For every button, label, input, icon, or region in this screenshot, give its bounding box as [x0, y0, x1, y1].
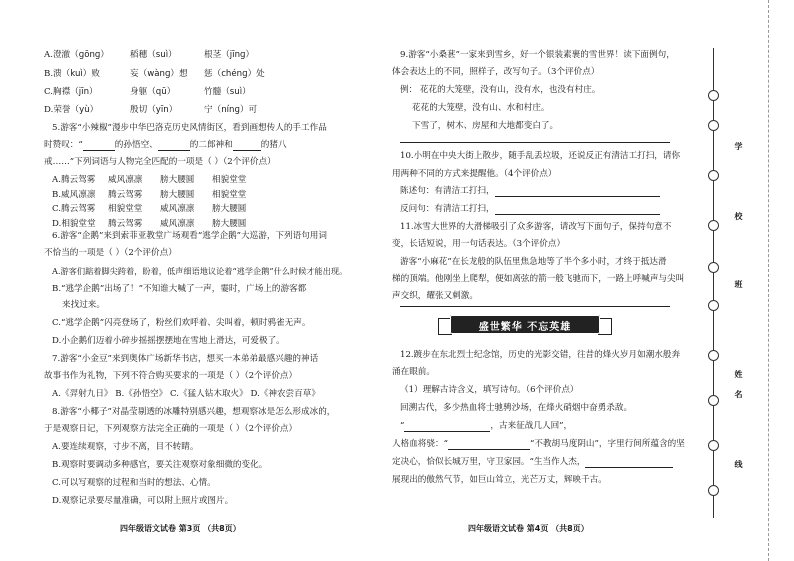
q5-option-cell: 相貌堂堂 [108, 204, 143, 214]
q5-option-cell: 膀大腰圆 [160, 175, 195, 185]
q11-line-1: 11.冰雪大世界的大滑梯吸引了众多游客，请改写下面句子，保持句意不 [400, 222, 672, 232]
section-banner [436, 313, 614, 338]
q8-line-1: 8.游客“小椰子”对晶莹剔透的冰雕特别感兴趣，想观察冰是怎么形成冰的， [52, 407, 336, 417]
binding-label-surname: 姓 [734, 370, 743, 378]
q5-option-cell: C.腾云驾雾 [52, 204, 96, 214]
q4-option-a: A.澄澈（ɡōnɡ） 稻穗（suì） 根茎（jīnɡ） [44, 50, 255, 60]
q12-line-1: 12.踱步在东北烈士纪念馆，历史的光影交错，往昔的烽火岁月如潮水般奔 [400, 350, 681, 360]
q12-blank-3[interactable] [585, 458, 673, 468]
q6-option-c: C.“逃学企鹅”闪亮登场了，粉丝们欢呼着、尖叫着，顿时鸦雀无声。 [52, 318, 311, 328]
left-page-footer: 四年级语文试卷 第3页 （共8页） [120, 524, 241, 533]
q4-option-c: C.胸襟（jīn） 身躯（qū） 竹髓（suì） [44, 87, 251, 97]
binding-hole [708, 262, 719, 273]
binding-hole [708, 170, 719, 181]
q6-option-a: A.游客们踮着脚尖跨着，盼着，低声细语地议论着“逃学企鹅”什么时候才能出现。 [52, 266, 348, 276]
q10-line-2: 用两种不同的方式来提醒他。（4个评价点） [392, 169, 557, 179]
binding-label-school: 学 [734, 142, 743, 150]
q5-option-cell: 腾云驾雾 [108, 218, 143, 229]
binding-hole [708, 485, 719, 496]
q11-answer-line[interactable] [400, 306, 670, 307]
q5-option-cell: D.相貌堂堂 [52, 218, 96, 229]
binding-label-line: 线 [734, 460, 743, 468]
q6-option-d: D.小企鹅们迈着小碎步摇摇摆摆地在雪地上滑达，可爱极了。 [52, 336, 285, 346]
q6-line-1: 6.游客“企鹅”来到索菲亚教堂广场观看“逃学企鹅”大巡游，下列语句用词 [52, 231, 327, 241]
binding-hole [708, 220, 719, 231]
q12-fill-line-1: “ ，古来征战几人回”， [400, 421, 573, 431]
q7-line-2: 故事书作为礼物，下列不符合购买要求的一项是（ ）（2个评价点） [44, 371, 298, 381]
q4-option-d: D.荣誉（yù） 殷切（yīn） 宁（nínɡ）可 [44, 105, 258, 115]
q5-option-cell: B.威风凛凛 [52, 189, 96, 200]
q5-blank-2[interactable] [158, 141, 190, 151]
q6-line-2: 不恰当的一项是（ ）（2个评价点） [44, 248, 177, 258]
binding-hole [708, 300, 719, 311]
q5-blank-3[interactable] [233, 141, 261, 151]
q6-option-b-2: 来找过来。 [62, 300, 105, 310]
binding-hole [708, 350, 719, 361]
binding-label-xiao: 校 [734, 212, 743, 220]
q7-options: A.《羿射九日》 B.《孙悟空》 C.《猛人钻木取火》 D.《神农尝百草》 [52, 389, 320, 399]
q5-option-cell: 相貌堂堂 [212, 175, 247, 185]
section-banner-title: 盛世繁华 不忘英雄 [478, 322, 572, 333]
q12-fill-line-2: 人格血将骁：“ “不教胡马度阴山”，字里行间所蕴含的坚 [392, 439, 685, 449]
q5-option-cell: 腾云驾雾 [108, 189, 143, 200]
q5-option-cell: A.腾云驾雾 [52, 175, 96, 185]
q5-line-1: 5.游客“小辣椒”漫步中华巴洛克历史风情街区，看到画想传人的手工作品 [52, 123, 327, 133]
q9-answer-line[interactable] [400, 142, 670, 143]
q12-subquestion-1: （1）理解古诗含义，填写诗句。（6个评价点） [400, 385, 579, 395]
q11-passage-2: 梯的顶端。他刚坐上爬犁，便如离弦的箭一般飞驰而下，一路上呼喊声与尖叫 [392, 274, 685, 284]
q5-option-cell: 膀大腰圆 [212, 218, 247, 229]
q5-line-2: 时赞叹：“ 的孙悟空、 的二郎神和 的猪八 [44, 140, 287, 150]
q12-passage-1: 回溯古代，多少热血将士驰骋沙场，在烽火硝烟中奋勇杀敌。 [400, 403, 633, 413]
right-page-footer: 四年级语文试卷 第4页 （共8页） [468, 524, 589, 533]
q8-option-d: D.观察记录要尽量准确，可以附上照片或图片。 [52, 496, 234, 506]
q9-example-1: 例： 花花的大笼壁，没有山，没有水，也没有村庄。 [400, 85, 601, 95]
q8-option-c: C.可以写观察的过程和当时的想法、心情。 [52, 478, 216, 488]
cut-line [768, 0, 769, 561]
q5-blank-1[interactable] [83, 141, 115, 151]
q9-line-2: 体会表达上的不同，照样子，改写句子。（3个评价点） [392, 67, 600, 77]
q12-fill-line-3: 定决心，恰似长城万里，守卫家园。“生当作人杰， [392, 457, 673, 468]
q5-option-cell: 膀大腰圆 [212, 204, 247, 214]
q5-option-cell: 威风凛凛 [160, 218, 195, 229]
binding-margin [706, 0, 794, 561]
binding-hole [708, 90, 719, 101]
q9-line-1: 9.游客“小桑葚”一家来到雪乡，好一个银装素裹的雪世界！读下面例句， [400, 50, 675, 60]
q8-line-2: 于是观察日记，下列观察方法完全正确的一项是（ ）（2个评价点） [44, 424, 298, 434]
q10-rhetorical: 反问句：有清洁工打扫， [400, 204, 660, 215]
q9-task: 下雪了，树木、房屋和大地都变白了。 [412, 121, 559, 131]
q7-line-1: 7.游客“小金豆”来到奥体广场新华书店，想买一本弟弟最感兴趣的神话 [52, 354, 319, 364]
q12-passage-4: 展现出的傲然气节，如巨山耸立，光芒万丈，辉映千古。 [392, 475, 607, 485]
q12-line-2: 涌在眼前。 [392, 367, 435, 377]
binding-hole [708, 395, 719, 406]
q6-option-b-1: B.“逃学企鹅”出场了！”不知谁大喊了一声，霎时，广场上的游客都 [52, 284, 307, 294]
q12-blank-1[interactable] [404, 422, 490, 432]
q4-option-b: B.溃（kuì）败 妄（wànɡ）想 惩（chénɡ）处 [44, 69, 265, 79]
q5-option-cell: 威风凛凛 [108, 175, 143, 185]
q11-passage-3: 声交织，耀张又刺激。 [392, 291, 478, 301]
binding-label-class: 班 [734, 280, 743, 288]
q5-option-cell: 威风凛凛 [160, 204, 195, 214]
q5-question: 戒……”下列词语与人物完全匹配的一项是（ ）（2个评价点） [44, 157, 276, 167]
q8-option-b: B.观察时要调动多种感官，要关注观察对象细微的变化。 [52, 460, 268, 470]
binding-hole [708, 440, 719, 451]
q10-line-1: 10.小明在中央大街上散步，随手乱丢垃圾，还说反正有清洁工打扫，请你 [400, 151, 681, 161]
q10-rhetorical-blank[interactable] [495, 205, 660, 215]
q11-passage-1: 游客“小麻花”在长龙般的队伍里焦急地等了半个多小时，才终于抵达滑 [400, 257, 667, 267]
binding-hole [708, 120, 719, 131]
q10-statement-blank[interactable] [495, 187, 660, 197]
q11-line-2: 变，长话短说，用一句话表达。（3个评价点） [392, 239, 566, 249]
q5-option-cell: 膀大腰圆 [160, 189, 195, 200]
binding-label-name: 名 [734, 390, 743, 398]
q12-blank-2[interactable] [448, 440, 530, 450]
q8-option-a: A.要连续观察，寸步不离，目不转睛。 [52, 442, 199, 452]
q9-example-2: 花花的大笼壁，没有山、水和村庄。 [412, 103, 550, 113]
q5-option-cell: 相貌堂堂 [212, 189, 247, 200]
q10-statement: 陈述句：有清洁工打扫， [400, 186, 660, 197]
